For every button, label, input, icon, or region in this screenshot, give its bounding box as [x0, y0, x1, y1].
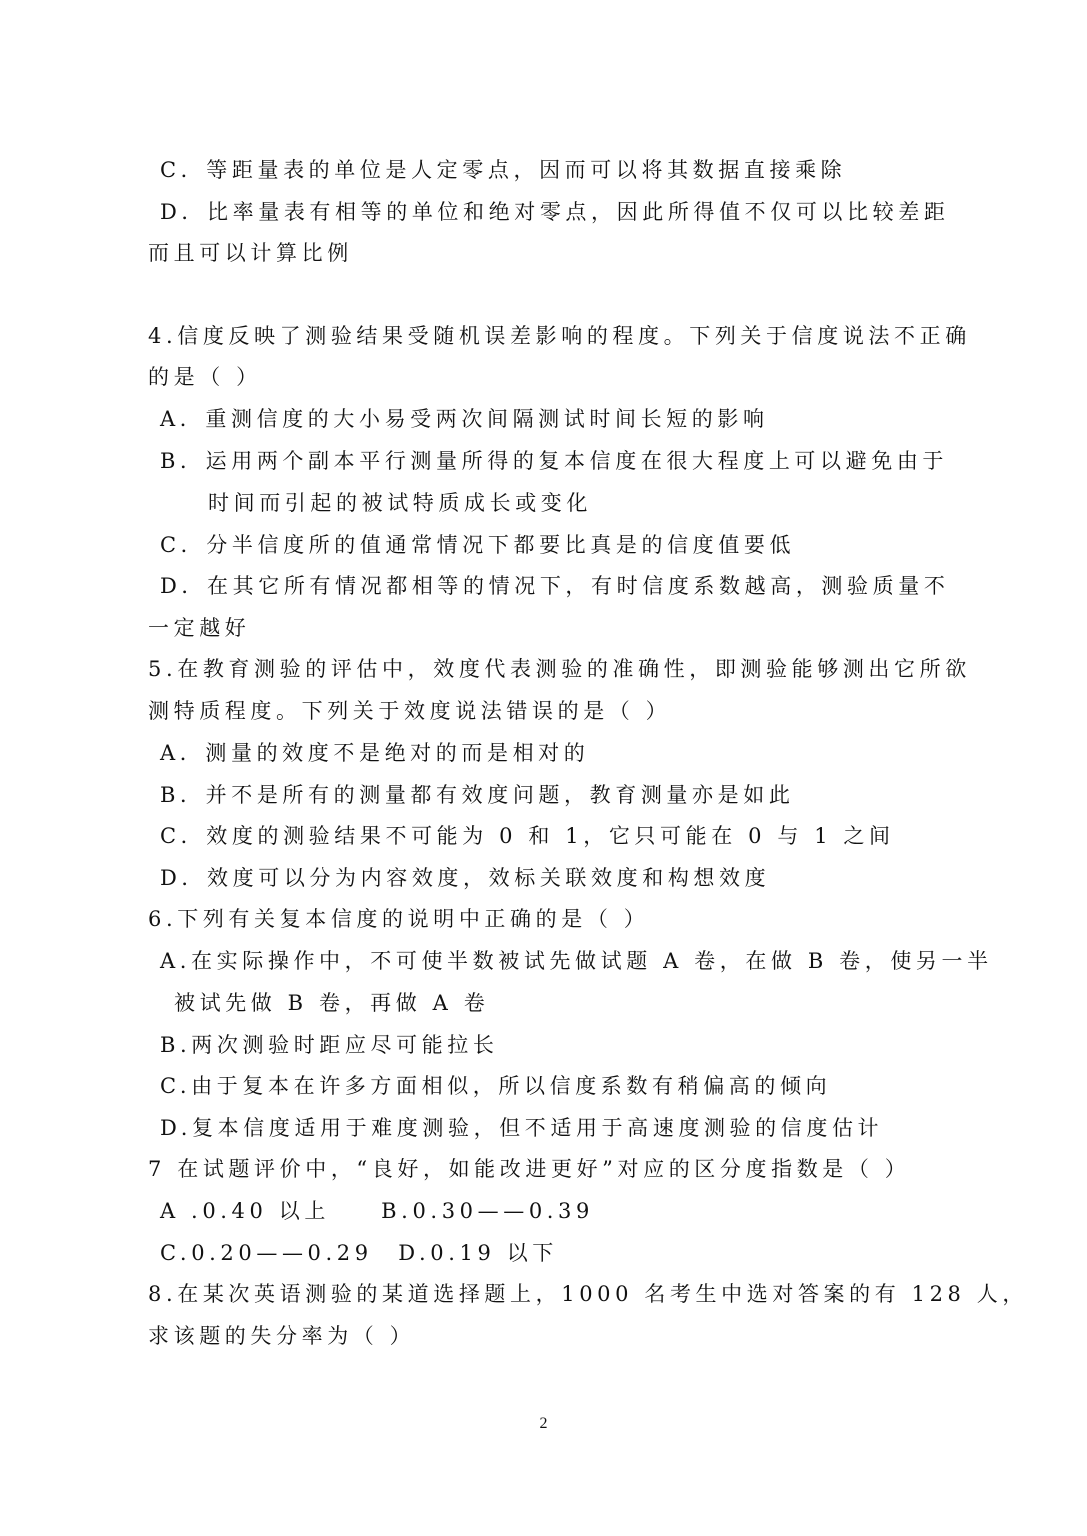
text-line: D．比率量表有相等的单位和绝对零点，因此所得值不仅可以比较差距	[160, 200, 950, 224]
question-4-text: 4.信度反映了测验结果受随机误差影响的程度。下列关于信度说法不正确	[148, 324, 971, 348]
page-number: 2	[539, 1415, 548, 1432]
option-d: D.复本信度适用于难度测验，但不适用于高速度测验的信度估计	[160, 1116, 884, 1140]
option-d: D．在其它所有情况都相等的情况下，有时信度系数越高，测验质量不	[160, 574, 950, 598]
text-line: 被试先做 B 卷，再做 A 卷	[174, 991, 490, 1015]
text-line: 求该题的失分率为（ ）	[148, 1324, 416, 1348]
option-c: C.由于复本在许多方面相似，所以信度系数有稍偏高的倾向	[160, 1074, 832, 1098]
option-a: A．测量的效度不是绝对的而是相对的	[160, 741, 590, 765]
question-7-text: 7 在试题评价中，“良好，如能改进更好”对应的区分度指数是（ ）	[148, 1157, 911, 1181]
text-line: 的是（ ）	[148, 365, 262, 389]
question-8-text: 8.在某次英语测验的某道选择题上，1000 名考生中选对答案的有 128 人，	[148, 1282, 1028, 1306]
text-line: C．等距量表的单位是人定零点，因而可以将其数据直接乘除	[160, 158, 847, 182]
option-c: C．分半信度所的值通常情况下都要比真是的信度值要低	[160, 533, 796, 557]
text-line: 时间而引起的被试特质成长或变化	[208, 491, 592, 515]
option-a: A.在实际操作中，不可使半数被试先做试题 A 卷，在做 B 卷，使另一半	[160, 949, 993, 973]
text-line: 而且可以计算比例	[148, 241, 353, 265]
option-b: B．并不是所有的测量都有效度问题，教育测量亦是如此	[160, 783, 795, 807]
options-c-d: C.0.20——0.29 D.0.19 以下	[160, 1241, 558, 1265]
text-line: 测特质程度。下列关于效度说法错误的是（ ）	[148, 699, 672, 723]
text-line: 一定越好	[148, 616, 251, 640]
option-b: B．运用两个副本平行测量所得的复本信度在很大程度上可以避免由于	[160, 449, 949, 473]
options-a-b: A .0.40 以上 B.0.30——0.39	[160, 1199, 594, 1223]
question-5-text: 5.在教育测验的评估中，效度代表测验的准确性，即测验能够测出它所欲	[148, 657, 971, 681]
option-b: B.两次测验时距应尽可能拉长	[160, 1033, 499, 1057]
option-c: C．效度的测验结果不可能为 0 和 1，它只可能在 0 与 1 之间	[160, 824, 895, 848]
question-6-text: 6.下列有关复本信度的说明中正确的是（ ）	[148, 907, 650, 931]
option-a: A．重测信度的大小易受两次间隔测试时间长短的影响	[160, 407, 769, 431]
option-d: D．效度可以分为内容效度，效标关联效度和构想效度	[160, 866, 771, 890]
